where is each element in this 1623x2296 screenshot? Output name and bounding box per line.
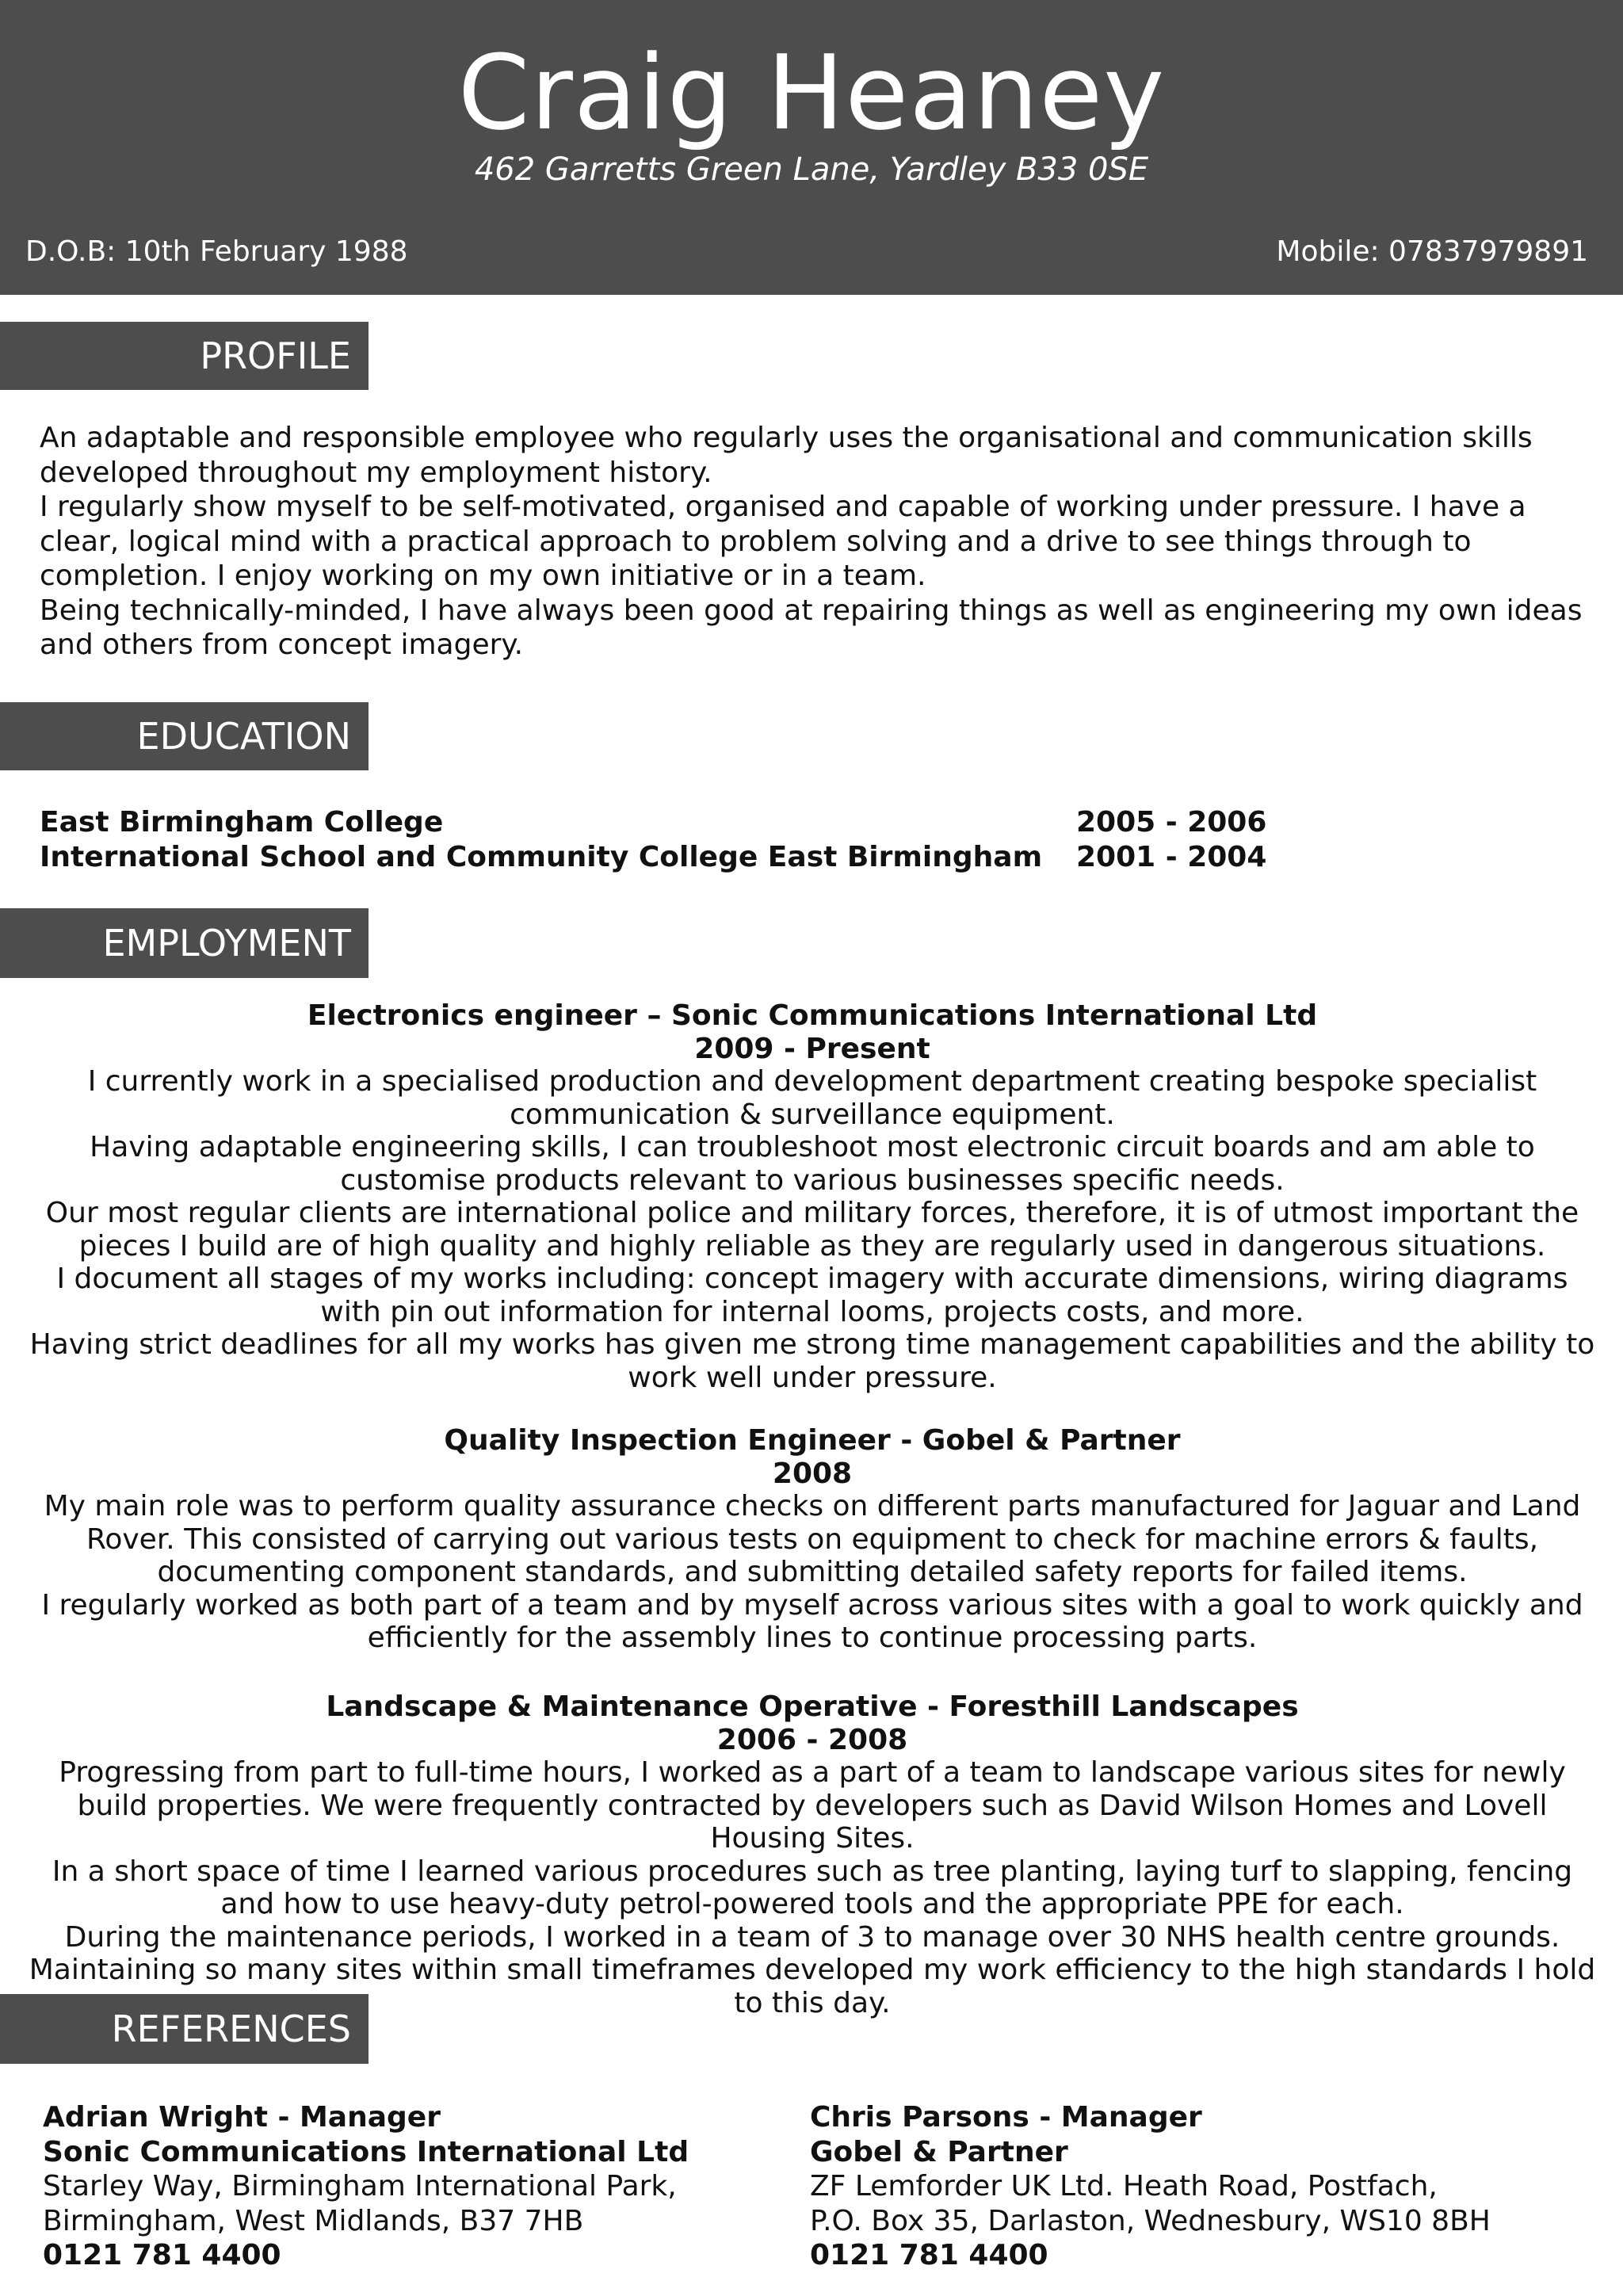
section-heading-employment: EMPLOYMENT [0,908,369,978]
job-title: Landscape & Maintenance Operative - Foresthill Landscapes [326,1690,1299,1723]
candidate-address: 462 Garretts Green Lane, Yardley B33 0SE [474,151,1149,188]
employment-entry [24,1424,1601,1655]
employment-entry [24,999,1601,1394]
job-description: Progressing from part to full-time hours, I worked as a part of a team to landscape various sites for newly build properties. We were frequently contracted by developers such as David Wilson Homes and Lovell Housing Sites. [59,1756,1566,1855]
candidate-name: Craig Heaney [457,32,1166,153]
reference-company: Gobel & Partner [810,2135,1068,2168]
job-description: Having adaptable engineering skills, I can troubleshoot most electronic circuit boards and am able to customise products relevant to various businesses specific needs. [90,1131,1535,1197]
reference-name: Chris Parsons - Manager [810,2101,1202,2134]
reference-phone: 0121 781 4400 [43,2239,281,2271]
profile-paragraph: Being technically-minded, I have always been good at repairing things as well as engineering my own ideas and others from concept imagery. [40,594,1583,661]
education-row [40,805,1308,840]
job-description: I document all stages of my works including: concept imagery with accurate dimensions, wiring diagrams with pin out information for internal looms, projects costs, and more. [56,1263,1568,1328]
job-description: I regularly worked as both part of a team and by myself across various sites with a goal to work quickly and efficiently for the assembly lines to continue processing parts. [41,1588,1583,1654]
reference-phone: 0121 781 4400 [810,2239,1048,2271]
date-of-birth: D.O.B: 10th February 1988 [25,235,408,268]
reference-address-line: ZF Lemforder UK Ltd. Heath Road, Postfach, [810,2170,1438,2202]
reference-address-line: Birmingham, West Midlands, B37 7HB [43,2204,584,2237]
cv-header [0,0,1623,295]
job-description: In a short space of time I learned various procedures such as tree planting, laying turf to slapping, fencing and how to use heavy-duty petrol-powered tools and the appropriate PPE for each. [52,1855,1573,1920]
job-title: Electronics engineer – Sonic Communications International Ltd [307,999,1318,1032]
reference-address-line: P.O. Box 35, Darlaston, Wednesbury, WS10 8BH [810,2204,1491,2237]
education-institution: East Birmingham College [40,806,444,839]
section-heading-profile: PROFILE [0,322,369,390]
job-dates: 2006 - 2008 [716,1723,908,1756]
reference-entry [43,2100,772,2273]
job-description: My main role was to perform quality assurance checks on different parts manufactured for Jaguar and Land Rover. This consisted of carrying out various tests on equipment to check for machine errors & faults, documenting component standards, and submitting detailed safety reports for failed items. [44,1490,1581,1588]
reference-company: Sonic Communications International Ltd [43,2135,689,2168]
education-years: 2001 - 2004 [1076,841,1267,873]
profile-text [40,421,1593,663]
job-dates: 2009 - Present [694,1032,930,1065]
job-description: During the maintenance periods, I worked in a team of 3 to manage over 30 NHS health centre grounds. Maintaining so many sites within small timeframes developed my work efficiency to the high standards I hold to this day. [29,1920,1596,2019]
mobile-number: Mobile: 07837979891 [1276,235,1588,268]
education-row [40,840,1308,875]
profile-paragraph: I regularly show myself to be self-motivated, organised and capable of working under pressure. I have a clear, logical mind with a practical approach to problem solving and a drive to see things through to completion. I enjoy working on my own initiative or in a team. [40,491,1526,592]
education-years: 2005 - 2006 [1076,806,1267,839]
profile-paragraph: An adaptable and responsible employee who regularly uses the organisational and communication skills developed throughout my employment history. [40,422,1533,489]
job-dates: 2008 [772,1457,853,1490]
section-heading-education: EDUCATION [0,702,369,770]
job-description: I currently work in a specialised production and development department creating bespoke specialist communication & surveillance equipment. [87,1065,1537,1131]
job-description: Having strict deadlines for all my works has given me strong time management capabilities and the ability to work well under pressure. [29,1328,1595,1394]
reference-name: Adrian Wright - Manager [43,2101,441,2134]
employment-entry [24,1690,1601,2019]
job-title: Quality Inspection Engineer - Gobel & Partner [444,1424,1181,1457]
reference-address-line: Starley Way, Birmingham International Park, [43,2170,677,2202]
reference-entry [810,2100,1602,2273]
education-institution: International School and Community College East Birmingham [40,841,1043,873]
section-heading-references: REFERENCES [0,1994,369,2064]
job-description: Our most regular clients are international police and military forces, therefore, it is of utmost important the pieces I build are of high quality and highly reliable as they are regularly used in dangerous situations. [45,1197,1579,1263]
